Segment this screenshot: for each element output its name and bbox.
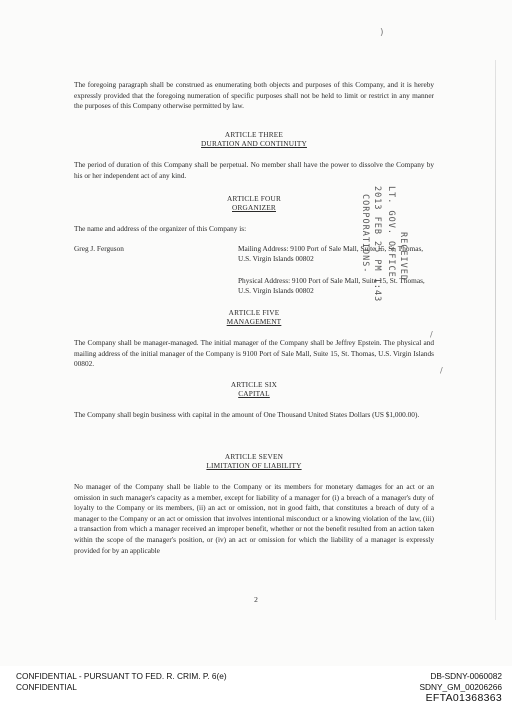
article-seven-title: LIMITATION OF LIABILITY — [206, 461, 302, 470]
organizer-name: Greg J. Ferguson — [74, 244, 124, 253]
article-seven-number: ARTICLE SEVEN — [224, 452, 284, 461]
page-edge-shadow — [495, 60, 496, 620]
stamp-received: RECEIVED — [398, 232, 408, 281]
bates-db-sdny: DB-SDNY-0060082 — [430, 671, 502, 681]
article-five-number: ARTICLE FIVE — [228, 308, 280, 317]
article-six-title: CAPITAL — [238, 389, 270, 398]
confidentiality-footer — [16, 671, 227, 693]
bates-efta: EFTA01368363 — [425, 692, 502, 704]
stamp-date: 2013 FEB 25 PM 1:43 — [372, 186, 382, 303]
mailing-address: Mailing Address: 9100 Port of Sale Mall, Suite 15, St. Thomas, U.S. Virgin Islands 00802 — [238, 244, 424, 263]
article-three-number: ARTICLE THREE — [224, 130, 284, 139]
bates-sdny-gm: SDNY_GM_00206266 — [419, 682, 502, 692]
stamp-office: LT. GOV. OFFICE — [386, 186, 396, 278]
article-five-text: The Company shall be manager-managed. The initial manager of the Company shall be Jeffrey Epstein. The physical and mailing address of the initial manager of the Company is 9100 Port of Sale Mall, Suite 15, St. Thomas, U.S. Virgin Islands 00802. — [74, 338, 434, 369]
article-three-title: DURATION AND CONTINUITY — [201, 139, 307, 148]
intro-paragraph: The foregoing paragraph shall be construed as enumerating both objects and purposes of this Company, and it is hereby expressly provided that the foregoing numeration of specific purposes shall not be held to limit or restrict in any manner the purposes of this Company otherwise permitted by law. — [74, 80, 434, 111]
article-six-number: ARTICLE SIX — [230, 380, 278, 389]
margin-check-mark: / — [440, 366, 443, 375]
article-five-heading — [74, 308, 434, 326]
footer-confidential-rule: CONFIDENTIAL - PURSUANT TO FED. R. CRIM. P. 6(e) — [16, 671, 227, 681]
article-seven-heading — [74, 452, 434, 470]
article-four-number: ARTICLE FOUR — [226, 194, 282, 203]
bates-numbers — [419, 671, 502, 704]
stamp-division: CORPORATIONS- — [360, 194, 370, 274]
physical-address: Physical Address: 9100 Port of Sale Mall, Suite 15, St. Thomas, U.S. Virgin Islands 00802 — [238, 276, 425, 295]
article-three-text: The period of duration of this Company shall be perpetual. No member shall have the power to dissolve the Company by his or her independent act of any kind. — [74, 160, 434, 180]
footer-confidential: CONFIDENTIAL — [16, 682, 77, 692]
article-six-heading — [74, 380, 434, 398]
received-stamp — [352, 186, 422, 316]
article-four-text: The name and address of the organizer of this Company is: — [74, 224, 247, 233]
article-three-heading — [74, 130, 434, 148]
article-six-text: The Company shall begin business with capital in the amount of One Thousand United States Dollars (US $1,000.00). — [74, 410, 420, 419]
article-five-title: MANAGEMENT — [226, 317, 282, 326]
article-four-title: ORGANIZER — [232, 203, 276, 212]
margin-tick-mark: / — [430, 330, 433, 339]
page-number: 2 — [254, 595, 258, 604]
stray-mark: ) — [380, 28, 384, 38]
article-seven-text: No manager of the Company shall be liable to the Company or its members for monetary damages for an act or an omission in such manager's capacity as a member, except for liability of a manager for (i) a breach of a manager's duty of loyalty to the Company or its members, (ii) an act or omission, not in good faith, that constitutes a breach of duty of a manager to the Company or an act or omission that involves intentional misconduct or a knowing violation of the law, (iii) a transaction from which a manager received an improper benefit, whether or not the benefit resulted from an action taken within the scope of the manager's position, or (iv) an act or omission for which the liability of a manager is expressly provided for by an applicable — [74, 482, 434, 555]
